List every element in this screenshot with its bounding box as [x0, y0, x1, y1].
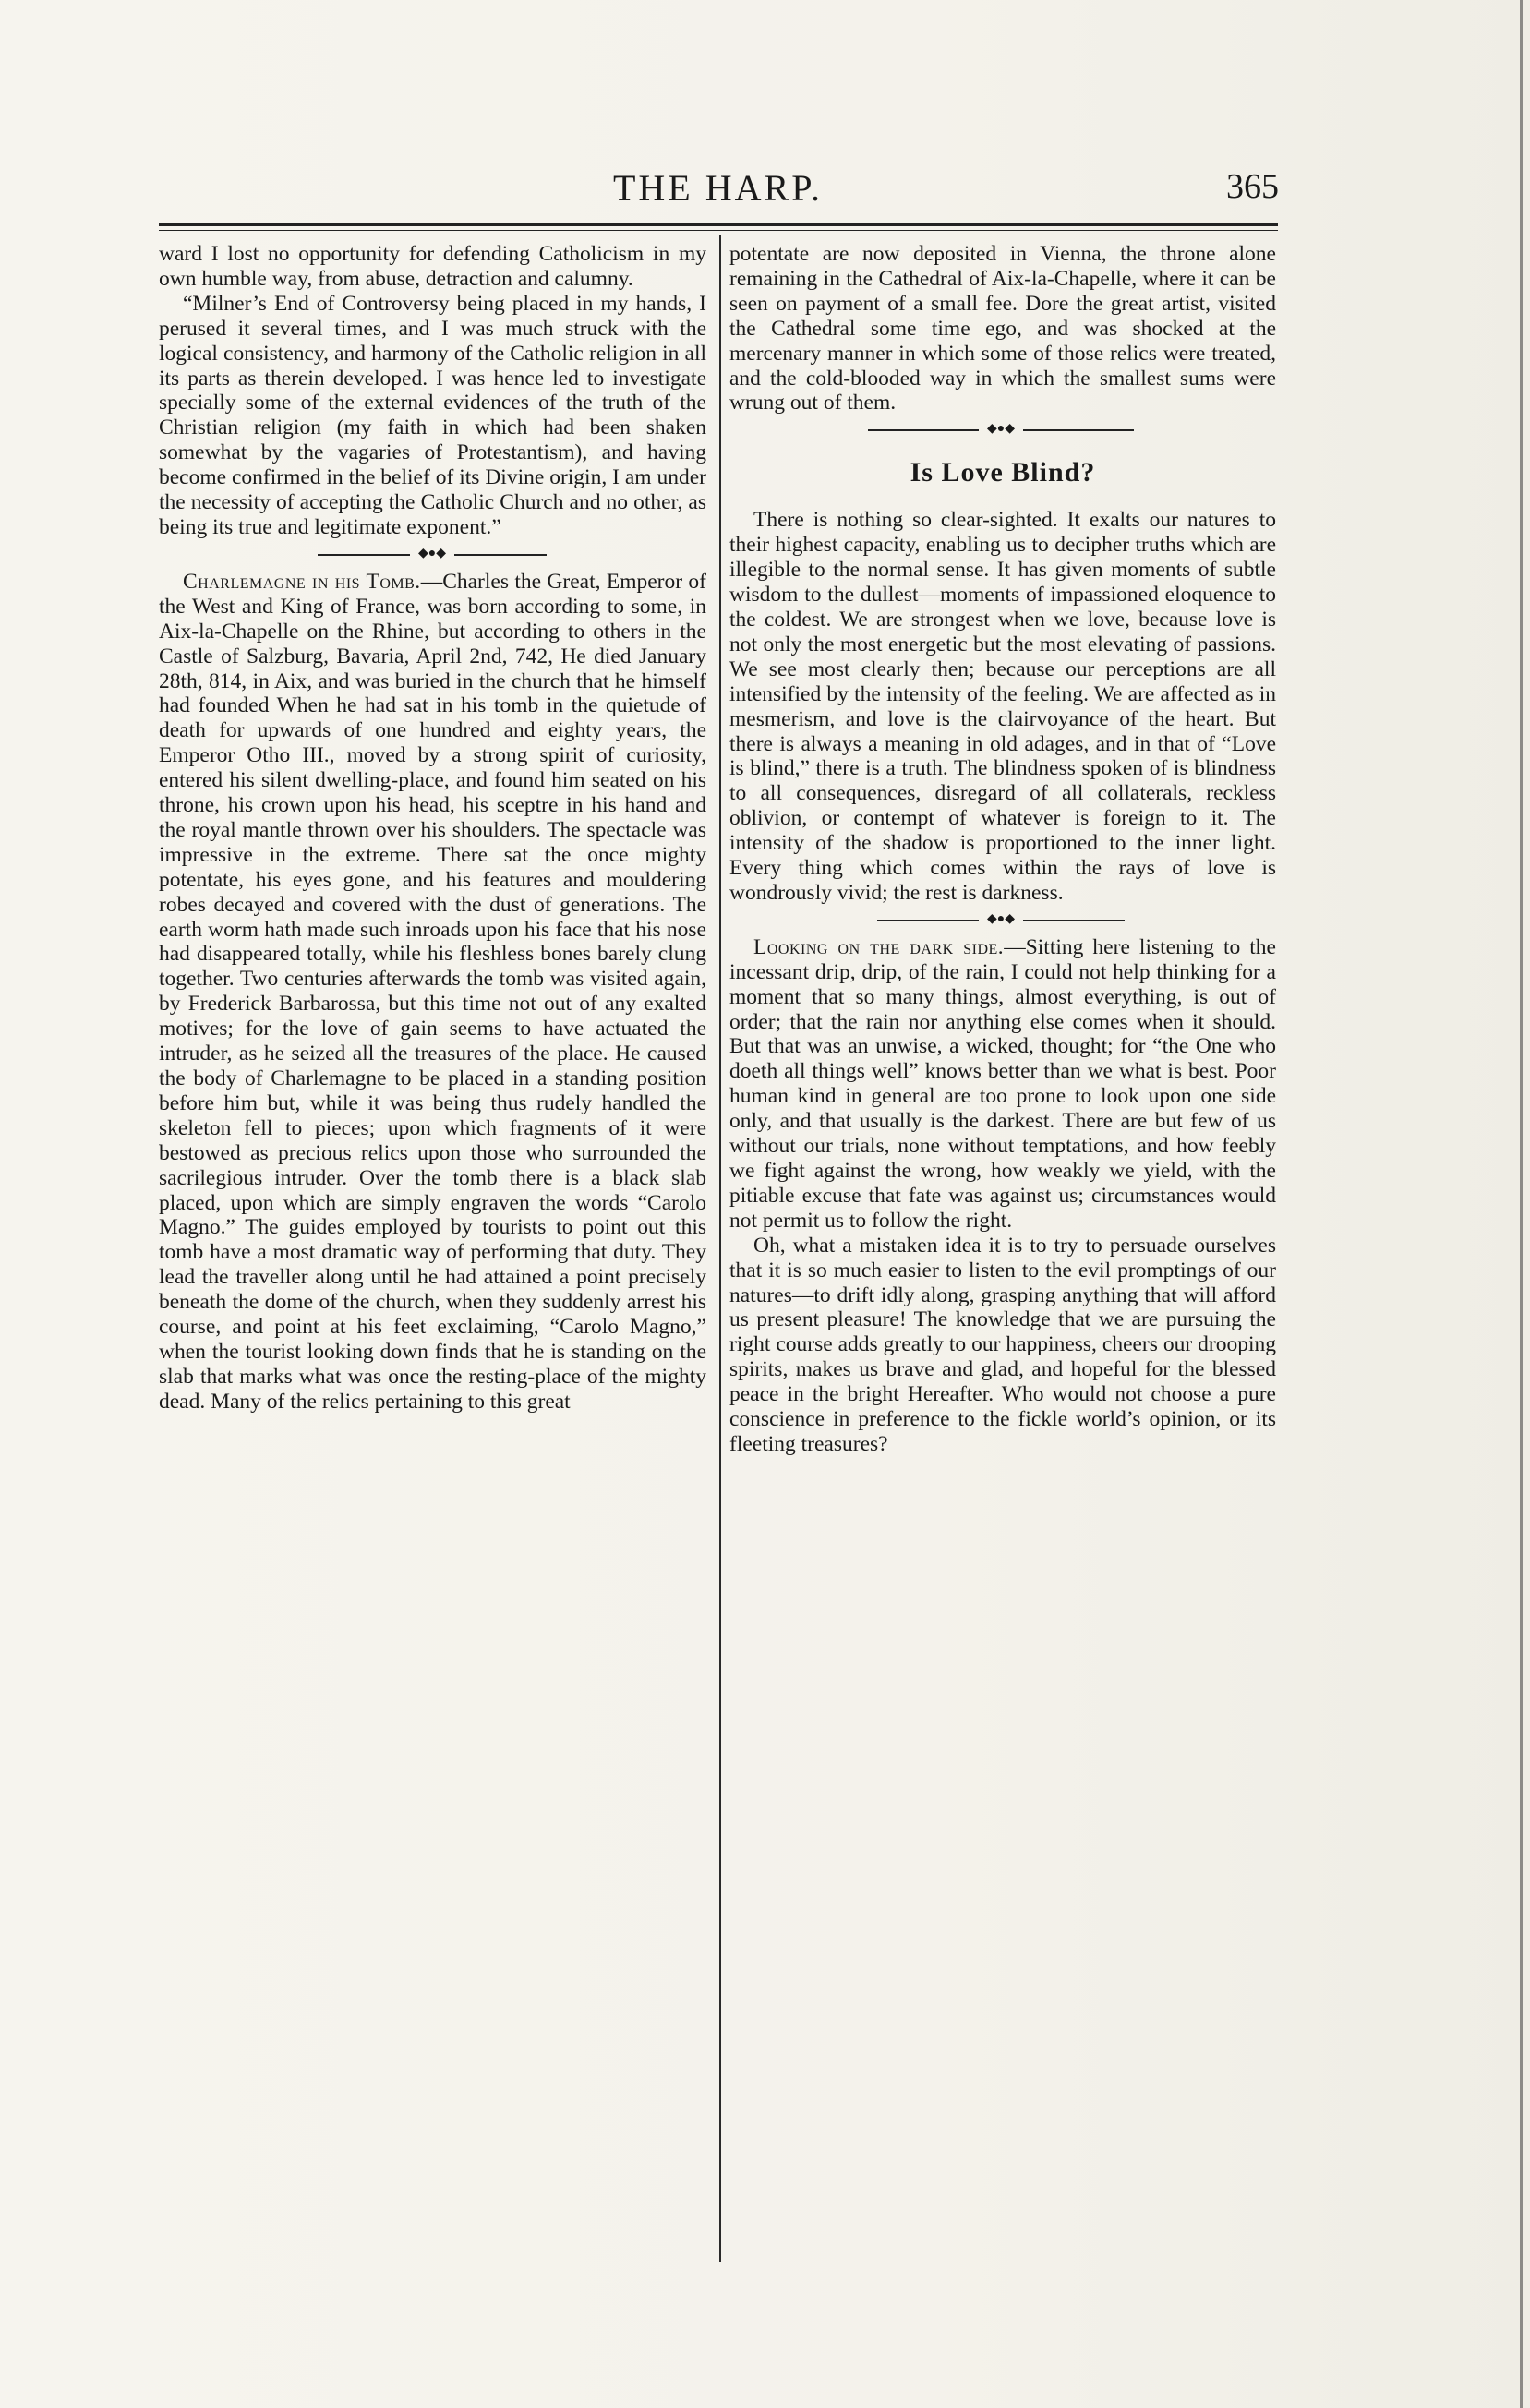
milner-paragraph: “Milner’s End of Controversy being placed in my hands, I perused it several times, and I was much struck with the logical consistency, and harmony of the Catholic religion in all its parts as therein developed. I was hence led to investigate specially some of the external evidences of the truth of the Christian religion (my faith in which had been shaken somewhat by the vagaries of Protestantism), and having become confirmed in the belief of its Divine origin, I am under the necessity of accepting the Catholic Church and no other, as being its true and legitimate exponent.”: [159, 291, 706, 539]
dark-side-body-2: Oh, what a mistaken idea it is to try to persuade ourselves that it is so much easier to listen to the evil promptings of our natures—to drift idly along, grasping anything that will afford us present pleasure! The knowledge that we are pursuing the right course adds greatly to our happiness, cheers our drooping spirits, makes us brave and glad, and hopeful for the blessed peace in the bright Hereafter. Who would not choose a pure conscience in preference to the fickle world’s opinion, or its fleeting treasures?: [729, 1233, 1276, 1456]
continued-paragraph: ward I lost no opportunity for defending Catholicism in my own humble way, from abuse, detraction and calumny.: [159, 242, 706, 291]
left-column: [159, 242, 706, 1415]
header-rule: [159, 223, 1278, 226]
charlemagne-heading: Charlemagne in his Tomb.: [183, 569, 421, 594]
continued-paragraph-right: potentate are now deposited in Vienna, the throne alone remaining in the Cathedral of Aix-la-Chapelle, where it can be seen on payment of a small fee. Dore the great artist, visited the Cathedral some time ego, and was shocked at the mercenary manner in which some of those relics were treated, and the cold-blooded way in which the smallest sums were wrung out of them.: [729, 242, 1276, 415]
dark-side-heading: Looking on the dark side.: [753, 934, 1005, 959]
love-blind-heading: Is Love Blind?: [910, 457, 1096, 488]
dark-side-article: [729, 935, 1276, 1234]
love-blind-body: There is nothing so clear-sighted. It exalts our natures to their highest capacity, enabling us to decipher truths which are illegible to the normal sense. It has given moments of subtle wisdom to the dullest—moments of impassioned eloquence to the coldest. We are strongest when we love, because love is not only the most energetic but the most elevating of passions. We see most clearly then; because our perceptions are all intensified by the intensity of the feeling. We are affected as in mesmerism, and love is the clairvoyance of the heart. But there is always a meaning in old adages, and in that of “Love is blind,” there is a truth. The blindness spoken of is blindness to all consequences, disregard of all collaterals, reckless oblivion, or contempt of whatever is foreign to it. The intensity of the shadow is proportioned to the inner light. Every thing which comes within the rays of love is wondrously vivid; the rest is darkness.: [729, 508, 1276, 905]
header-rule-thin: [159, 230, 1278, 231]
section-divider: ◆●◆: [729, 909, 1276, 932]
page-header: [157, 166, 1279, 220]
dark-side-body: —Sitting here listening to the incessant drip, drip, of the rain, I could not help thinking for a moment that so many things, almost everything, is out of order; that the rain nor anything else comes when it should. But that was an unwise, a wicked, thought; for “the One who doeth all things well” knows better than we what is best. Poor human kind in general are too prone to look upon one side only, and that usually is the darkest. There are but few of us without our trials, none without temptations, and how feebly we fight against the wrong, how weakly we yield, with the pitiable excuse that fate was against us; circumstances would not permit us to follow the right.: [729, 934, 1276, 1233]
page-number: 365: [1226, 167, 1279, 206]
column-divider: [719, 235, 721, 2262]
section-divider: ◆●◆: [729, 419, 1276, 441]
section-divider: ◆●◆: [159, 544, 706, 566]
running-title: THE HARP.: [612, 167, 824, 209]
charlemagne-body: —Charles the Great, Emperor of the West and King of France, was born according to some, in Aix-la-Chapelle on the Rhine, but according to others in the Castle of Salzburg, Bavaria, April 2nd, 742, He died January 28th, 814, in Aix, and was buried in the church that he himself had founded When he had sat in his tomb in the quietude of death for upwards of one hundred and eighty years, the Emperor Otho III., moved by a strong spirit of curiosity, entered his silent dwelling-place, and found him seated on his throne, his crown upon his head, his sceptre in his hand and the royal mantle thrown over his shoulders. The spectacle was impressive in the extreme. There sat the once mighty potentate, his eyes gone, and his features and mouldering robes decayed and covered with the dust of generations. The earth worm hath made such inroads upon his face that his nose had disappeared totally, while his fleshless bones barely clung together. Two centuries afterwards the tomb was visited again, by Frederick Barbarossa, but this time not out of any exalted motives; for the love of gain seems to have actuated the intruder, as he seized all the treasures of the place. He caused the body of Charlemagne to be placed in a standing position before him but, while it was being thus rudely handled the skeleton fell to pieces; upon which fragments of it were bestowed as precious relics upon those who surrounded the sacrilegious intruder. Over the tomb there is a black slab placed, upon which are simply engraven the words “Carolo Magno.” The guides employed by tourists to point out this tomb have a most dramatic way of performing that duty. They lead the traveller along until he had attained a point precisely beneath the dome of the church, when they suddenly arrest his course, and point at his feet exclaiming, “Carolo Magno,” when the tourist looking down finds that he is standing on the slab that marks what was once the resting-place of the mighty dead. Many of the relics pertaining to this great: [159, 569, 706, 1414]
right-column: [729, 242, 1276, 1457]
page-edge: [1520, 0, 1523, 2408]
charlemagne-article: [159, 570, 706, 1415]
